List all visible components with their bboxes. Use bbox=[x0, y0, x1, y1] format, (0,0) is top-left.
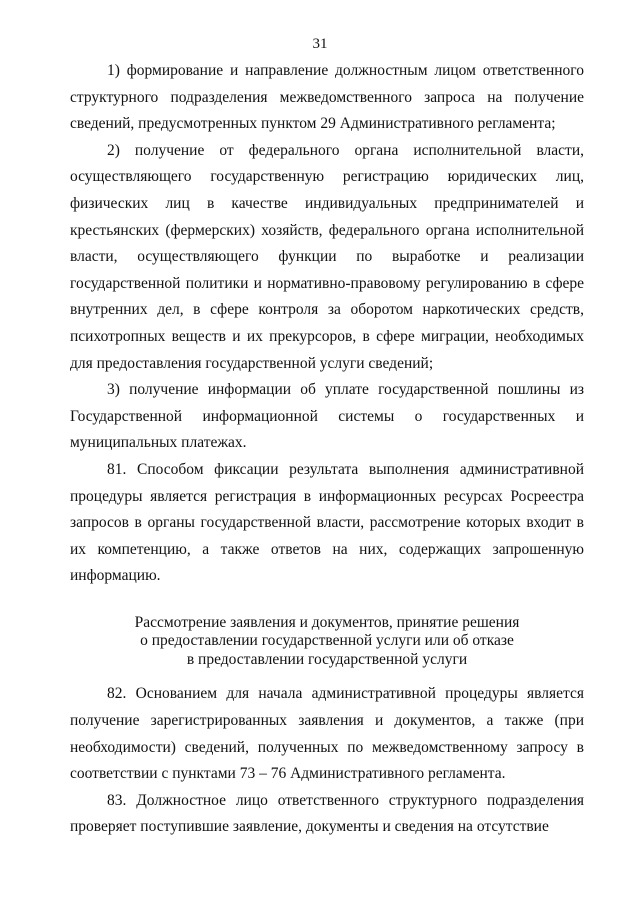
section-heading-line-2: о предоставлении государственной услуги или об отказе bbox=[140, 632, 514, 650]
document-body bbox=[70, 58, 584, 841]
paragraph-82: 82. Основанием для начала административной процедуры является получение зарегистрированных заявления и документов, а также (при необходимости) сведений, полученных по межведомственному запросу в соответствии с пунктами 73 – 76 Административного регламента. bbox=[70, 685, 584, 783]
paragraph-83: 83. Должностное лицо ответственного структурного подразделения проверяет поступившие заявление, документы и сведения на отсутствие bbox=[70, 791, 584, 836]
section-heading-line-3: в предоставлении государственной услуги bbox=[186, 650, 468, 668]
paragraph-item-1: 1) формирование и направление должностным лицом ответственного структурного подразделения межведомственного запроса на получение сведений, предусмотренных пунктом 29 Административного регламента; bbox=[70, 62, 584, 133]
section-heading bbox=[70, 614, 584, 670]
section-heading-line-1: Рассмотрение заявления и документов, принятие решения bbox=[134, 613, 520, 631]
paragraph-item-3: 3) получение информации об уплате государственной пошлины из Государственной информационной системы о государственных и муниципальных платежах. bbox=[70, 381, 584, 452]
paragraph-81: 81. Способом фиксации результата выполнения административной процедуры является регистрация в информационных ресурсах Росреестра запросов в органы государственной власти, рассмотрение которых входит в их компетенцию, а также ответов на них, содержащих запрошенную информацию. bbox=[70, 460, 584, 585]
paragraph-item-2: 2) получение от федерального органа исполнительной власти, осуществляющего государственную регистрацию юридических лиц, физических лиц в качестве индивидуальных предпринимателей и крестьянских (фермерских) хозяйств, федерального органа исполнительной власти, осуществляющего функции по выработке и реализации государственной политики и нормативно-правовому регулированию в сфере внутренних дел, в сфере контроля за оборотом наркотических средств, психотропных веществ и их прекурсоров, в сфере миграции, необходимых для предоставления государственной услуги сведений; bbox=[70, 141, 584, 372]
page-number: 31 bbox=[312, 36, 328, 52]
